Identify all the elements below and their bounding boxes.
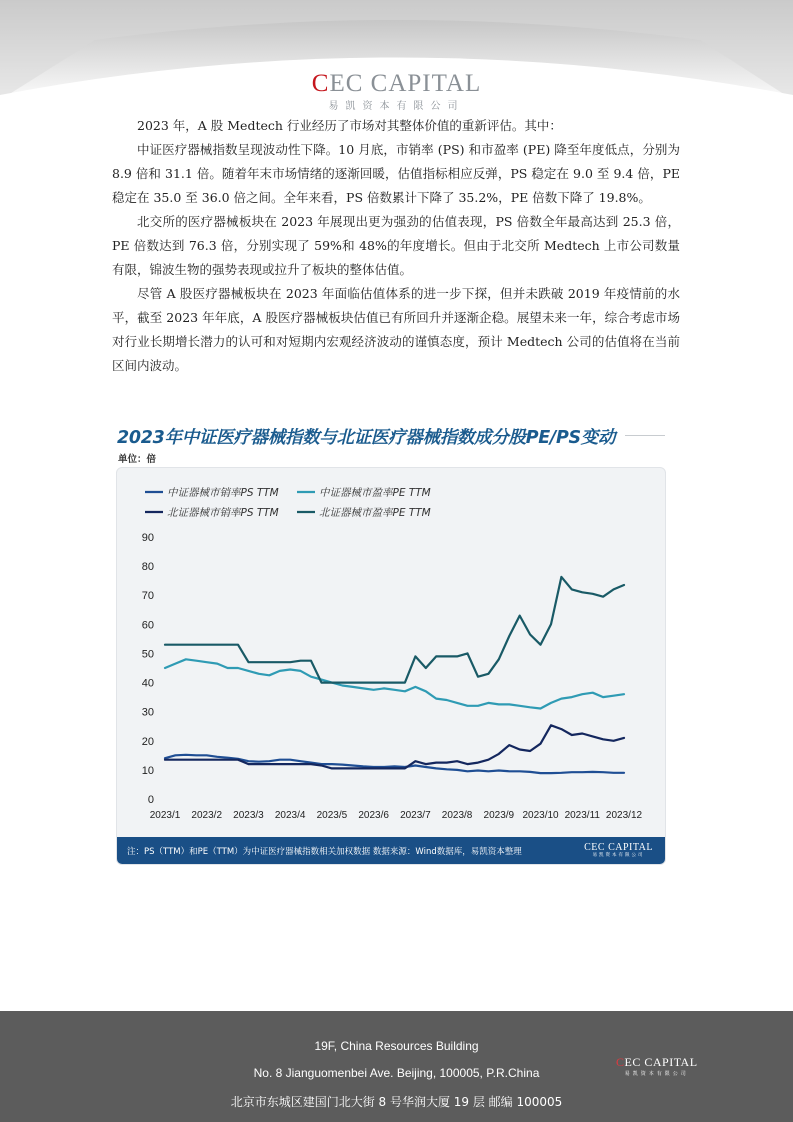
line-chart (117, 468, 665, 838)
y-tick-label: 30 (141, 706, 154, 719)
chart-note-logo-sub: 易凯资本有限公司 (592, 853, 645, 858)
x-tick-label: 2023/9 (483, 810, 515, 821)
y-tick-label: 50 (141, 648, 154, 661)
footer-address-cn: 北京市东城区建国门北大街 8 号华润大厦 19 层 邮编 100005 (230, 1095, 563, 1109)
logo-main-rest: EC CAPITAL (329, 70, 482, 97)
series-line-4 (165, 577, 624, 683)
paragraph-intro: 2023 年，A 股 Medtech 行业经历了市场对其整体价值的重新评估。其中： (137, 118, 562, 133)
x-tick-label: 2023/5 (316, 810, 348, 821)
x-tick-label: 2023/6 (358, 810, 389, 821)
logo-subtitle: 易凯资本有限公司 (328, 101, 465, 112)
chart-footnote-bar (117, 837, 665, 864)
y-tick-label: 80 (141, 561, 154, 574)
y-tick-label: 40 (141, 677, 154, 690)
legend-label: 中证器械市销率PS TTM (167, 487, 279, 499)
body-text (112, 114, 680, 378)
x-tick-label: 2023/10 (522, 810, 559, 821)
chart-unit: 单位：倍 (118, 454, 157, 465)
paragraph-csi-index: 中证医疗器械指数呈现波动性下降。10 月底，市销率 (PS) 和市盈率 (PE) 降至年度低点，分别为 8.9 倍和 31.1 倍。随着年末市场情绪的逐渐回暖，估值指标相应反弹，PS 稳定在 9.0 至 9.4 倍，PE 稳定在 35.0 至 36.0 倍之间。全年来看，PS 倍数累计下降了 35.2%，PE 倍数下降了 19.8%。 (112, 142, 680, 205)
series-line-3 (165, 725, 624, 768)
chart-panel (116, 467, 666, 865)
y-tick-label: 70 (141, 590, 154, 603)
y-tick-label: 10 (141, 764, 154, 777)
x-tick-label: 2023/7 (400, 810, 431, 821)
title-divider (625, 435, 665, 436)
footer-logo (616, 1055, 698, 1077)
y-tick-label: 60 (141, 619, 154, 632)
chart-note-logo (584, 842, 653, 858)
footer-address-line-1: 19F, China Resources Building (314, 1039, 479, 1053)
x-tick-label: 2023/1 (149, 810, 181, 821)
x-tick-label: 2023/8 (441, 810, 473, 821)
footer-logo-main: CEC CAPITAL (616, 1055, 698, 1069)
footer-address-line-2: No. 8 Jianguomenbei Ave. Beijing, 100005, P.R.China (253, 1066, 540, 1080)
footer-logo-main-rest: EC CAPITAL (624, 1055, 698, 1069)
y-tick-label: 0 (147, 794, 154, 806)
legend-label: 北证器械市盈率PE TTM (319, 507, 431, 519)
x-tick-label: 2023/12 (605, 810, 643, 821)
x-tick-label: 2023/4 (274, 810, 306, 821)
paragraph-bse-sector: 北交所的医疗器械板块在 2023 年展现出更为强劲的估值表现，PS 倍数全年最高达到 25.3 倍，PE 倍数达到 76.3 倍，分别实现了 59%和 48%的年度增长。但由于北交所 Medtech 上市公司数量有限，锦波生物的强势表现或拉升了板块的整体估值。 (112, 214, 680, 277)
company-logo (0, 70, 793, 112)
footer-logo-sub: 易凯资本有限公司 (624, 1071, 689, 1077)
logo-main-text: CEC CAPITAL (311, 70, 482, 97)
x-tick-label: 2023/11 (564, 810, 600, 821)
legend-label: 中证器械市盈率PE TTM (319, 487, 431, 499)
chart-note-logo-main: CEC CAPITAL (584, 842, 653, 853)
series-line-1 (165, 755, 624, 773)
chart-title: 2023年中证医疗器械指数与北证医疗器械指数成分股PE/PS变动 (117, 428, 616, 448)
series-line-2 (165, 659, 624, 708)
paragraph-outlook: 尽管 A 股医疗器械板块在 2023 年面临估值体系的进一步下探，但并未跌破 2019 年疫情前的水平，截至 2023 年年底，A 股医疗器械板块估值已有所回升并逐渐企稳。展望未来一年，综合考虑市场对行业长期增长潜力的认可和对短期内宏观经济波动的谨慎态度，预计 Medtech 公司的估值将在当前区间内波动。 (112, 286, 680, 373)
x-tick-label: 2023/2 (191, 810, 223, 821)
y-tick-label: 20 (141, 735, 154, 748)
chart-footnote: 注：PS（TTM）和PE（TTM）为中证医疗器械指数相关加权数据 数据来源：Wind数据库，易凯资本整理 (127, 847, 522, 857)
x-tick-label: 2023/3 (233, 810, 264, 821)
legend-label: 北证器械市销率PS TTM (167, 507, 279, 519)
y-tick-label: 90 (141, 532, 154, 544)
